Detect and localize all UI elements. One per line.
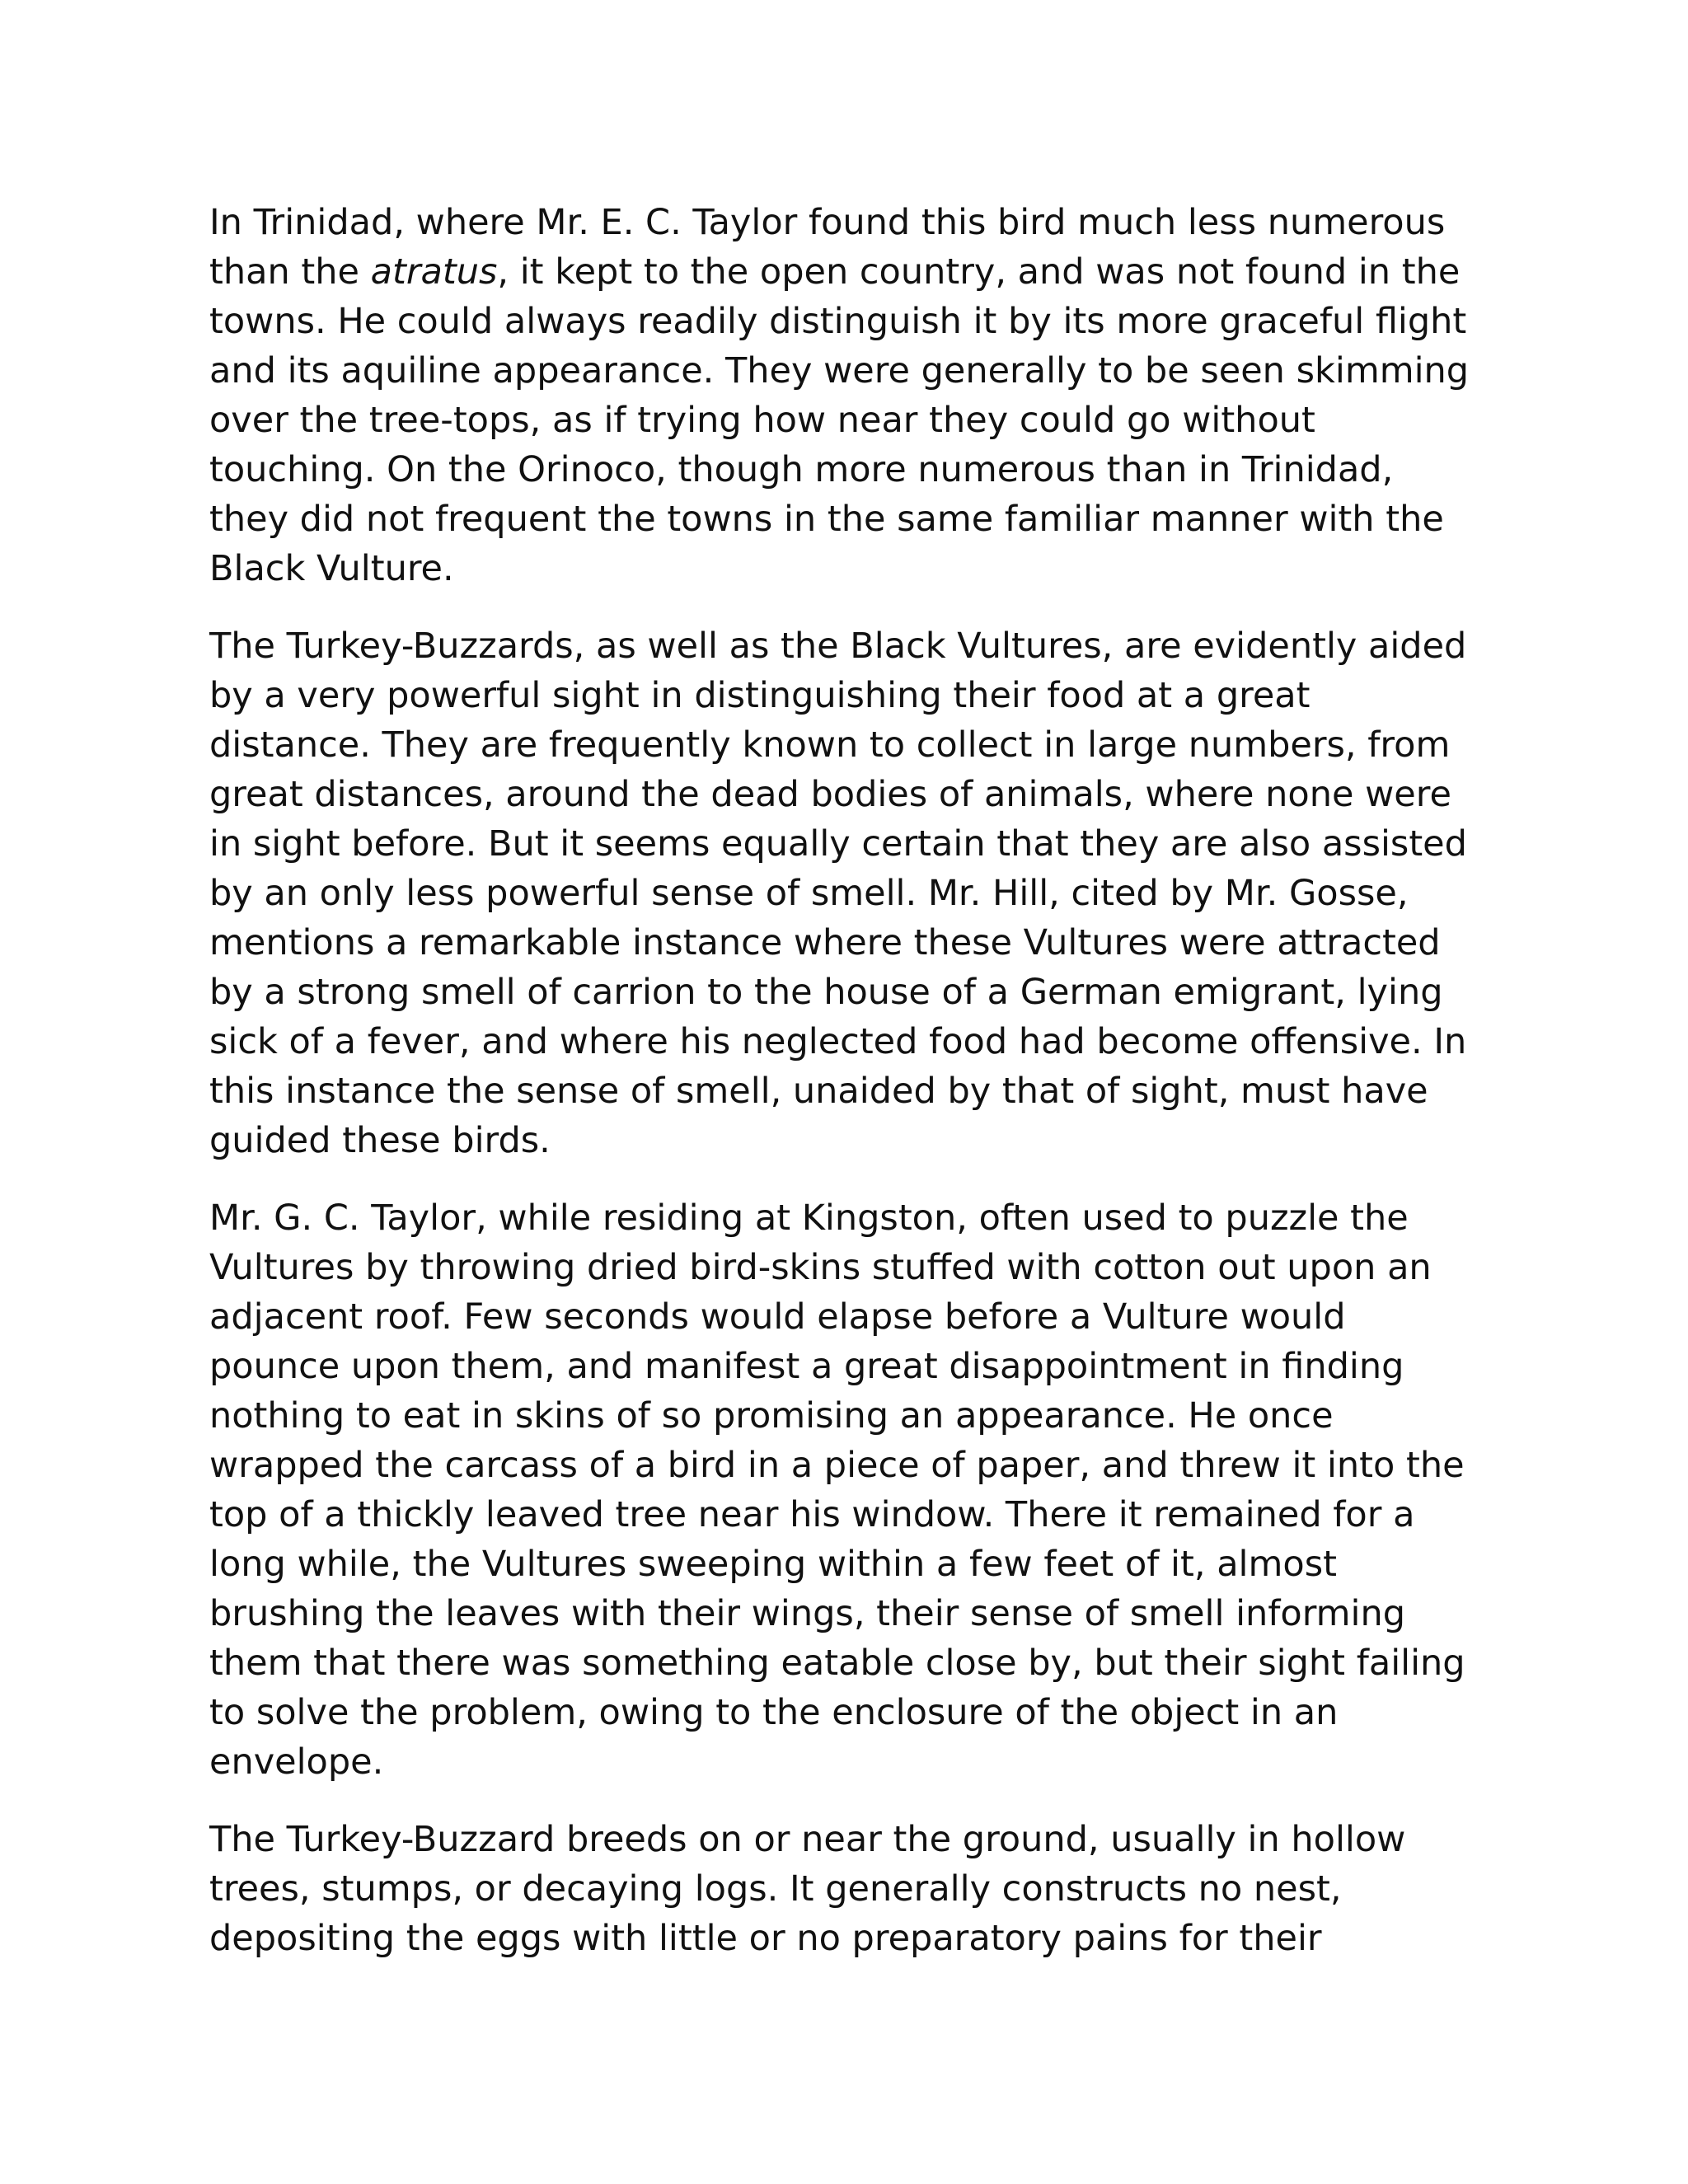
paragraph-kingston-experiment: Mr. G. C. Taylor, while residing at Kingston, often used to puzzle the Vultures by throwing dried bird-skins stuffed with cotton out upon an adjacent roof. Few seconds would elapse before a Vulture would pounce upon them, and manifest a great disappointment in finding nothing to eat in skins of so promising an appearance. He once wrapped the carcass of a bird in a piece of paper, and threw it into the top of a thickly leaved tree near his window. There it remained for a long while, the Vultures sweeping within a few feet of it, almost brushing the leaves with their wings, their sense of smell informing them that there was something eatable close by, but their sight failing to solve the problem, owing to the enclosure of the object in an envelope. <box>209 1197 1465 1783</box>
paragraph-trinidad <box>209 198 1479 593</box>
paragraph-text: , it kept to the open country, and was not found in the towns. He could always readily distinguish it by its more graceful flight and its aquiline appearance. They were generally to be seen skimming over the tree-tops, as if trying how near they could go without touching. On the Orinoco, though more numerous than in Trinidad, they did not frequent the towns in the same familiar manner with the Black Vulture. <box>209 251 1470 589</box>
paragraph-breeding: The Turkey-Buzzard breeds on or near the ground, usually in hollow trees, stumps, or decaying logs. It generally constructs no nest, depositing the eggs with little or no preparatory pains for their <box>209 1819 1406 1959</box>
italic-species-name: atratus <box>370 251 498 293</box>
document-page <box>209 198 1479 1991</box>
paragraph-sight-and-smell: The Turkey-Buzzards, as well as the Black Vultures, are evidently aided by a very powerful sight in distinguishing their food at a great distance. They are frequently known to collect in large numbers, from great distances, around the dead bodies of animals, where none were in sight before. But it seems equally certain that they are also assisted by an only less powerful sense of smell. Mr. Hill, cited by Mr. Gosse, mentions a remarkable instance where these Vultures were attracted by a strong smell of carrion to the house of a German emigrant, lying sick of a fever, and where his neglected food had become offensive. In this instance the sense of smell, unaided by that of sight, must have guided these birds. <box>209 626 1467 1161</box>
paragraph-text: In Trinidad, where Mr. E. C. Taylor found this bird much less numerous than the <box>209 202 1446 293</box>
